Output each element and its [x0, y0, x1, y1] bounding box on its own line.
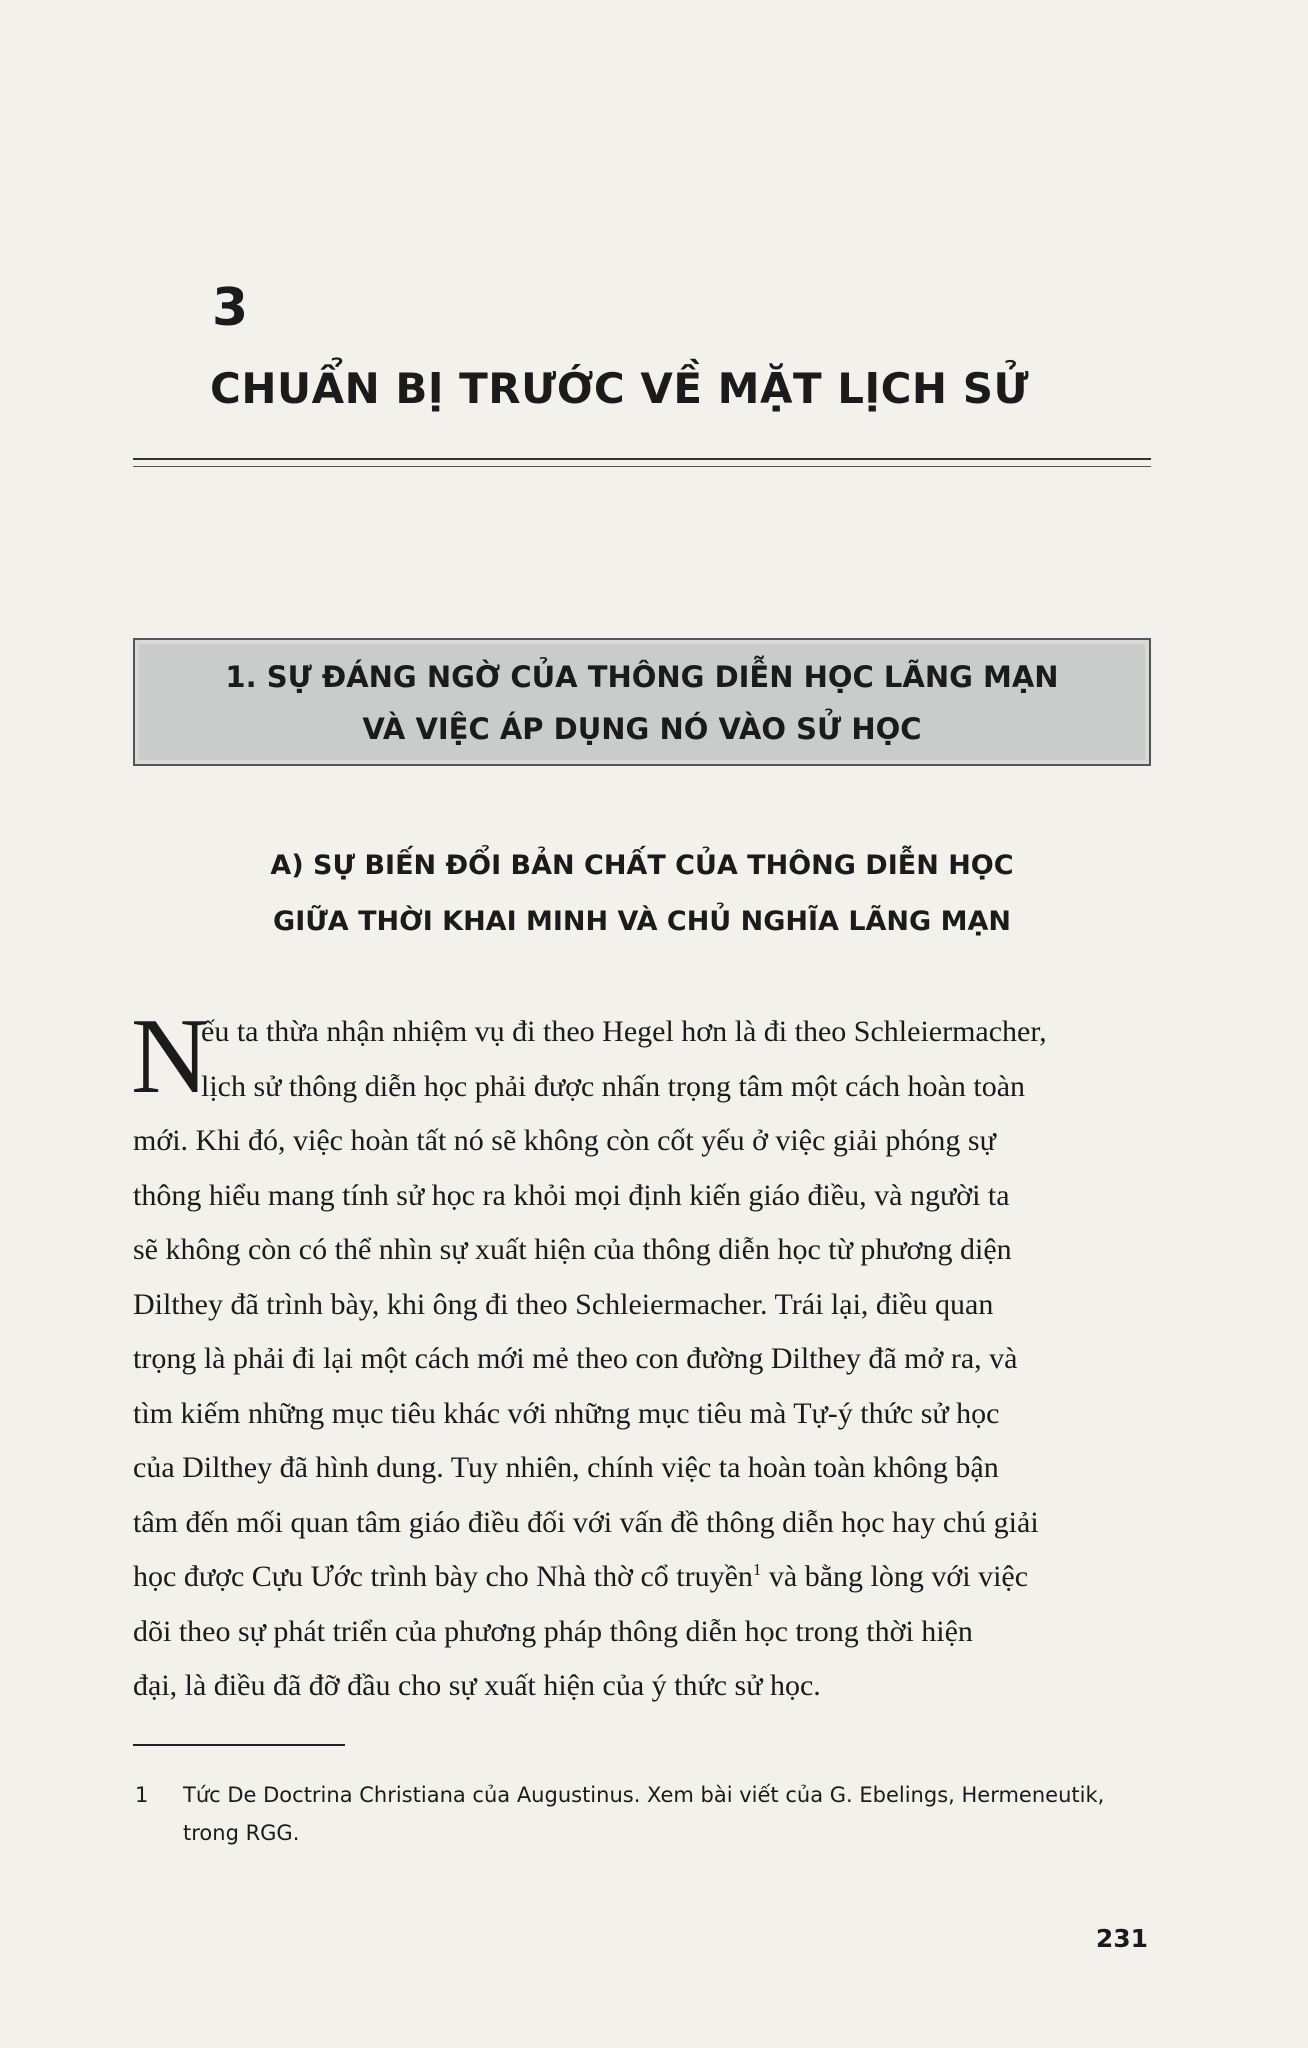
body-line: đại, là điều đã đỡ đầu cho sự xuất hiện của ý thức sử học. [133, 1669, 821, 1702]
section-heading-box [133, 638, 1151, 766]
body-line: của Dilthey đã hình dung. Tuy nhiên, chính việc ta hoàn toàn không bận [133, 1451, 999, 1484]
chapter-divider [133, 458, 1151, 467]
body-line-text: và bằng lòng với việc [761, 1560, 1029, 1593]
body-line: tìm kiếm những mục tiêu khác với những mục tiêu mà Tự-ý thức sử học [133, 1396, 1000, 1430]
body-line: dõi theo sự phát triển của phương pháp thông diễn học trong thời hiện [133, 1614, 973, 1648]
footnote-number: 1 [135, 1783, 149, 1807]
footnote-divider [133, 1744, 345, 1746]
footnote-line-2: trong RGG. [183, 1821, 300, 1845]
body-line: sẽ không còn có thể nhìn sự xuất hiện của thông diễn học từ phương diện [133, 1233, 1012, 1266]
footnote-line-1: Tức De Doctrina Christiana của Augustinus. Xem bài viết của G. Ebelings, Hermeneutik, [183, 1783, 1105, 1807]
body-line: Dilthey đã trình bày, khi ông đi theo Schleiermacher. Trái lại, điều quan [133, 1287, 994, 1321]
section-heading-line-1: 1. SỰ ĐÁNG NGỜ CỦA THÔNG DIỄN HỌC LÃNG MẠN [225, 660, 1059, 694]
subsection-heading-line-1: A) SỰ BIẾN ĐỔI BẢN CHẤT CỦA THÔNG DIỄN HỌC [270, 850, 1014, 881]
body-line: thông hiểu mang tính sử học ra khỏi mọi định kiến giáo điều, và người ta [133, 1178, 1010, 1212]
body-line: trọng là phải đi lại một cách mới mẻ theo con đường Dilthey đã mở ra, và [133, 1342, 1018, 1375]
subsection-heading-line-2: GIỮA THỜI KHAI MINH VÀ CHỦ NGHĨA LÃNG MẠN [273, 906, 1011, 937]
chapter-number: 3 [212, 278, 249, 338]
footnote [133, 1776, 1151, 1852]
page-number: 231 [1095, 1924, 1148, 1953]
body-line: lịch sử thông diễn học phải được nhấn trọng tâm một cách hoàn toàn [201, 1069, 1026, 1103]
body-line-text: học được Cựu Ước trình bày cho Nhà thờ cổ truyền [133, 1560, 753, 1593]
body-line: mới. Khi đó, việc hoàn tất nó sẽ không còn cốt yếu ở việc giải phóng sự [133, 1124, 996, 1157]
section-heading-line-2: VÀ VIỆC ÁP DỤNG NÓ VÀO SỬ HỌC [362, 712, 922, 746]
drop-cap: N [131, 997, 209, 1116]
footnote-reference[interactable]: 1 [752, 1560, 762, 1579]
body-line: tâm đến mối quan tâm giáo điều đối với vấn đề thông diễn học hay chú giải [133, 1505, 1039, 1539]
body-paragraph [131, 997, 1151, 1714]
body-line-with-footnote-ref [133, 1550, 1151, 1605]
chapter-title: CHUẨN BỊ TRƯỚC VỀ MẶT LỊCH SỬ [210, 364, 1030, 413]
body-line: ếu ta thừa nhận nhiệm vụ đi theo Hegel hơn là đi theo Schleiermacher, [201, 1015, 1047, 1048]
